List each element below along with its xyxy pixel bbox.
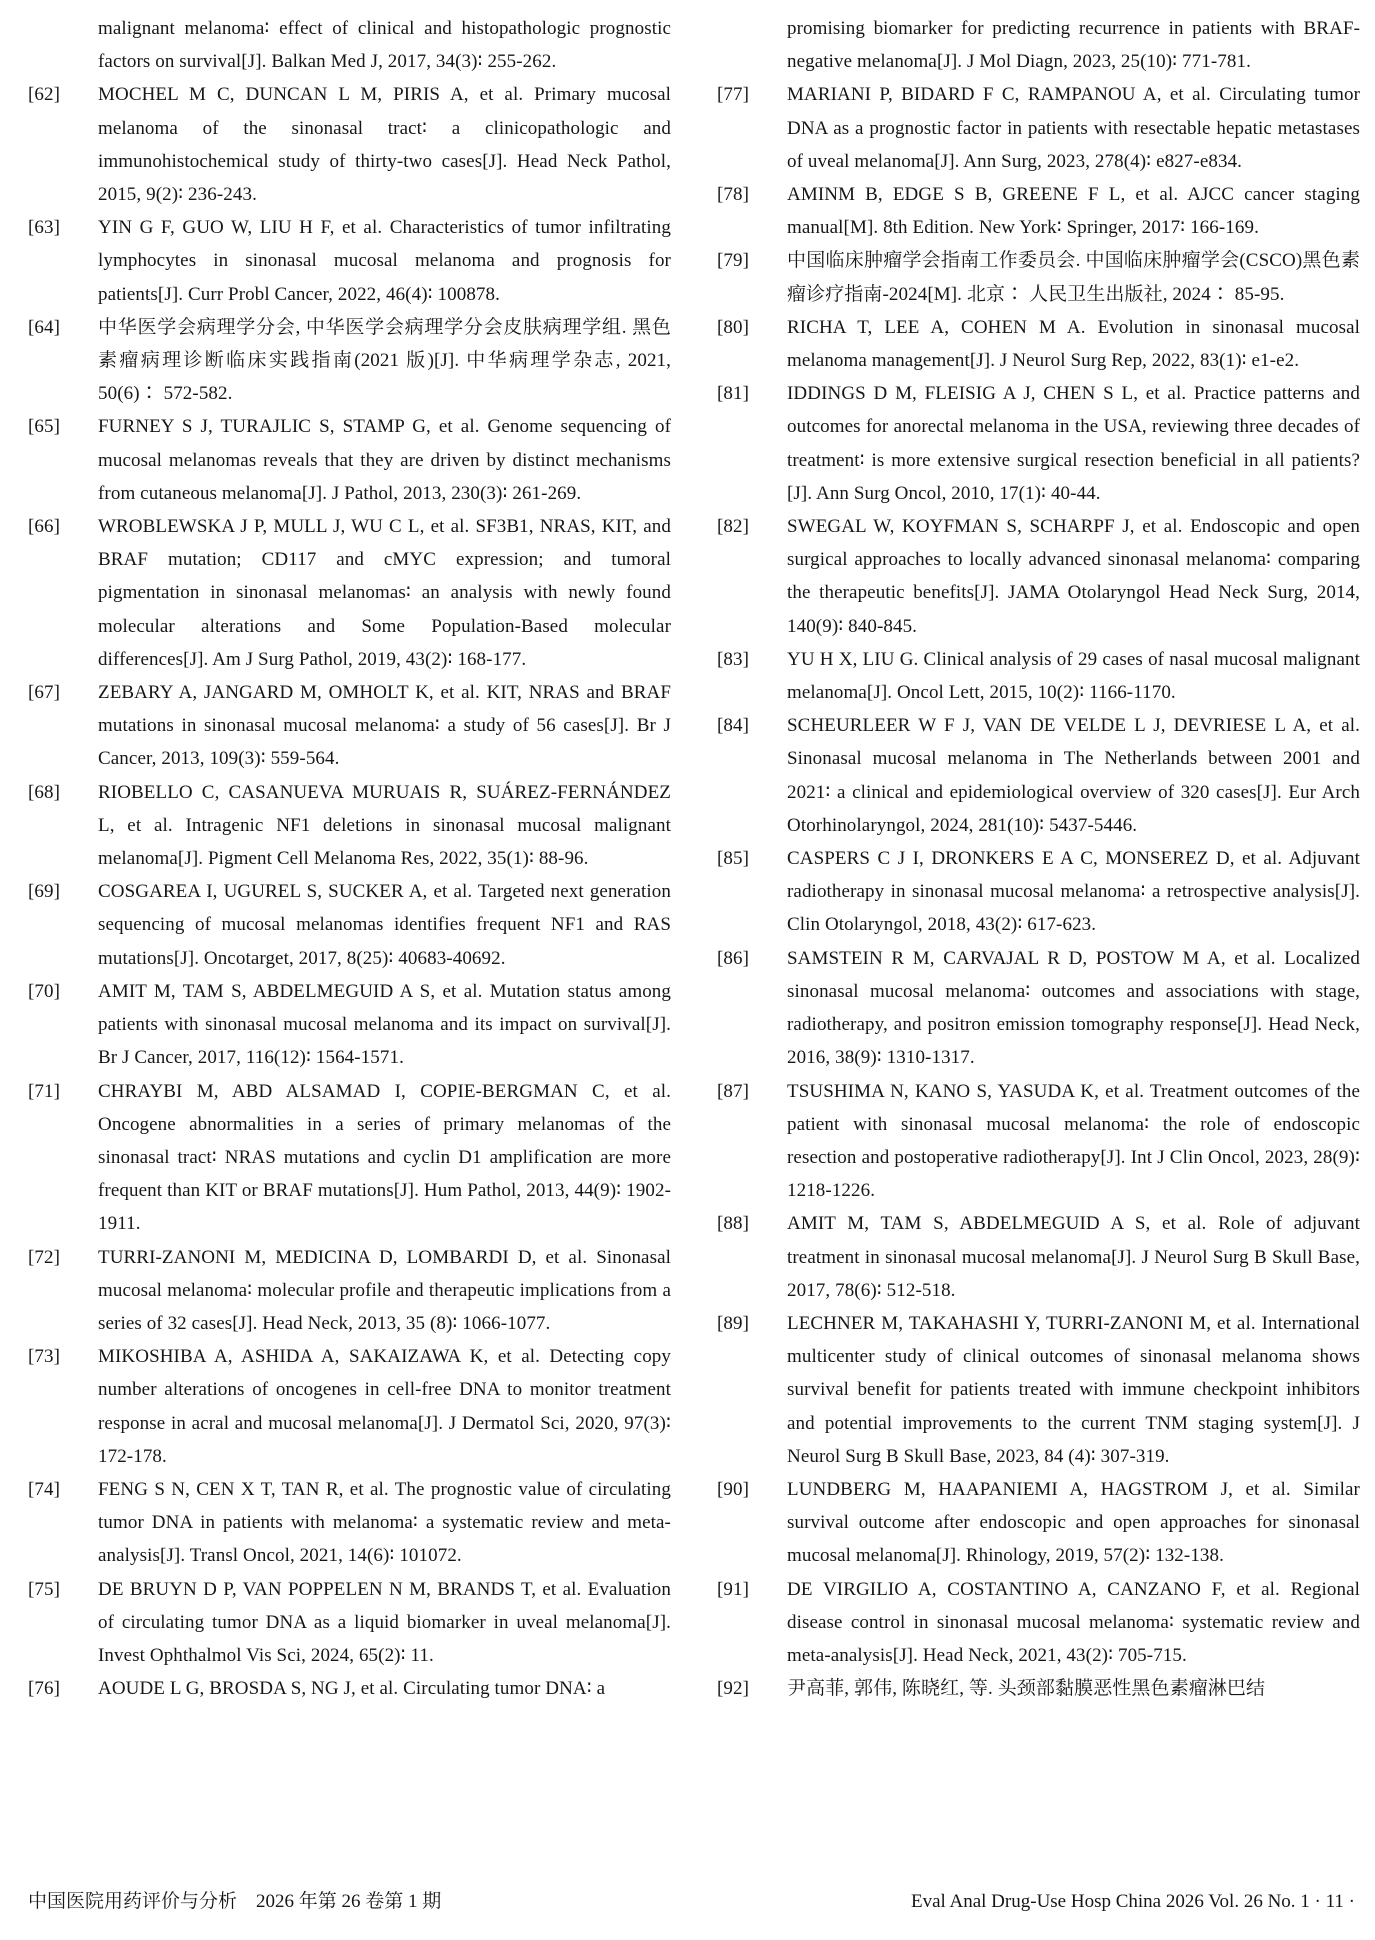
reference-item xyxy=(28,1075,671,1241)
reference-text: RICHA T, LEE A, COHEN M A. Evolution in sinonasal mucosal melanoma management[J]. J Neurol Surg Rep, 2022, 83(1)∶ e1-e2. xyxy=(787,316,1360,372)
reference-item xyxy=(717,1075,1360,1208)
reference-text: 中国临床肿瘤学会指南工作委员会. 中国临床肿瘤学会(CSCO)黑色素瘤诊疗指南-2024[M]. 北京∶ 人民卫生出版社, 2024∶ 85-95. xyxy=(787,250,1360,305)
reference-number: [63] xyxy=(28,217,61,239)
reference-number: [89] xyxy=(717,1312,750,1334)
reference-text: CHRAYBI M, ABD ALSAMAD I, COPIE-BERGMAN C, et al. Oncogene abnormalities in a series of primary melanomas of the sinonasal tract∶ NRAS mutations and cyclin D1 amplification are more frequent than KIT or BRAF mutations[J]. Hum Pathol, 2013, 44(9)∶ 1902-1911. xyxy=(98,1080,671,1235)
reference-item xyxy=(717,1473,1360,1573)
reference-text: TSUSHIMA N, KANO S, YASUDA K, et al. Treatment outcomes of the patient with sinonasal mucosal melanoma∶ the role of endoscopic resection and postoperative radiotherapy[J]. Int J Clin Oncol, 2023, 28(9)∶ 1218-1226. xyxy=(787,1080,1360,1202)
reference-item xyxy=(717,1307,1360,1473)
reference-text: malignant melanoma∶ effect of clinical and histopathologic prognostic factors on survival[J]. Balkan Med J, 2017, 34(3)∶ 255-262. xyxy=(98,18,671,73)
reference-number: [65] xyxy=(28,416,61,438)
reference-text: IDDINGS D M, FLEISIG A J, CHEN S L, et al. Practice patterns and outcomes for anorectal melanoma in the USA, reviewing three decades of treatment∶ is more extensive surgical resection beneficial in all patients? [J]. Ann Surg Oncol, 2010, 17(1)∶ 40-44. xyxy=(787,383,1360,504)
reference-number: [75] xyxy=(28,1578,61,1600)
reference-number: [69] xyxy=(28,881,61,903)
reference-number: [74] xyxy=(28,1478,61,1500)
reference-item xyxy=(28,12,671,78)
reference-number: [76] xyxy=(28,1678,61,1700)
reference-item xyxy=(28,1672,671,1705)
reference-text: WROBLEWSKA J P, MULL J, WU C L, et al. SF3B1, NRAS, KIT, and BRAF mutation; CD117 and cMYC expression; and tumoral pigmentation in sinonasal melanomas∶ an analysis with newly found molecular alterations and Some Population-Based molecular differences[J]. Am J Surg Pathol, 2019, 43(2)∶ 168-177. xyxy=(98,516,671,670)
reference-text: 尹高菲, 郭伟, 陈晓红, 等. 头颈部黏膜恶性黑色素瘤淋巴结 xyxy=(787,1678,1266,1700)
reference-text: promising biomarker for predicting recurrence in patients with BRAF-negative melanoma[J]. J Mol Diagn, 2023, 25(10)∶ 771-781. xyxy=(787,18,1360,73)
reference-item xyxy=(28,311,671,411)
reference-text: MOCHEL M C, DUNCAN L M, PIRIS A, et al. Primary mucosal melanoma of the sinonasal tract∶ a clinicopathologic and immunohistochemical study of thirty-two cases[J]. Head Neck Pathol, 2015, 9(2)∶ 236-243. xyxy=(98,84,671,206)
reference-item xyxy=(717,842,1360,942)
reference-item xyxy=(717,709,1360,842)
reference-text: ZEBARY A, JANGARD M, OMHOLT K, et al. KIT, NRAS and BRAF mutations in sinonasal mucosal melanoma∶ a study of 56 cases[J]. Br J Cancer, 2013, 109(3)∶ 559-564. xyxy=(98,682,671,770)
reference-text: SWEGAL W, KOYFMAN S, SCHARPF J, et al. Endoscopic and open surgical approaches to locally advanced sinonasal melanoma∶ comparing the therapeutic benefits[J]. JAMA Otolaryngol Head Neck Surg, 2014, 140(9)∶ 840-845. xyxy=(787,516,1360,637)
reference-number: [67] xyxy=(28,682,61,704)
reference-item xyxy=(28,975,671,1075)
reference-number: [77] xyxy=(717,84,750,106)
reference-text: LECHNER M, TAKAHASHI Y, TURRI-ZANONI M, et al. International multicenter study of clinical outcomes of sinonasal melanoma shows survival benefit for patients treated with immune checkpoint inhibitors and potential improvements to the current TNM staging system[J]. J Neurol Surg B Skull Base, 2023, 84 (4)∶ 307-319. xyxy=(787,1312,1360,1467)
reference-item xyxy=(717,510,1360,643)
reference-text: SCHEURLEER W F J, VAN DE VELDE L J, DEVRIESE L A, et al. Sinonasal mucosal melanoma in The Netherlands between 2001 and 2021∶ a clinical and epidemiological overview of 320 cases[J]. Eur Arch Otorhinolaryngol, 2024, 281(10)∶ 5437-5446. xyxy=(787,715,1360,836)
reference-text: SAMSTEIN R M, CARVAJAL R D, POSTOW M A, et al. Localized sinonasal mucosal melanoma∶ outcomes and associations with stage, radiotherapy, and positron emission tomography response[J]. Head Neck, 2016, 38(9)∶ 1310-1317. xyxy=(787,947,1360,1069)
reference-text: LUNDBERG M, HAAPANIEMI A, HAGSTROM J, et al. Similar survival outcome after endoscopic and open approaches for sinonasal mucosal melanoma[J]. Rhinology, 2019, 57(2)∶ 132-138. xyxy=(787,1478,1360,1567)
reference-item xyxy=(717,942,1360,1075)
reference-number: [84] xyxy=(717,715,750,737)
reference-text: AMIT M, TAM S, ABDELMEGUID A S, et al. Role of adjuvant treatment in sinonasal mucosal melanoma[J]. J Neurol Surg B Skull Base, 2017, 78(6)∶ 512-518. xyxy=(787,1213,1360,1301)
reference-number: [88] xyxy=(717,1213,750,1235)
reference-text: DE VIRGILIO A, COSTANTINO A, CANZANO F, et al. Regional disease control in sinonasal mucosal melanoma∶ systematic review and meta-analysis[J]. Head Neck, 2021, 43(2)∶ 705-715. xyxy=(787,1578,1360,1666)
reference-text: RIOBELLO C, CASANUEVA MURUAIS R, SUÁREZ-FERNÁNDEZ L, et al. Intragenic NF1 deletions in sinonasal mucosal malignant melanoma[J]. Pigment Cell Melanoma Res, 2022, 35(1)∶ 88-96. xyxy=(98,781,671,870)
reference-item xyxy=(28,676,671,776)
reference-item xyxy=(28,1573,671,1673)
references-column-left xyxy=(28,12,671,1705)
reference-item xyxy=(28,78,671,211)
page-footer xyxy=(28,1890,1355,1914)
reference-number: [68] xyxy=(28,781,61,803)
reference-text: FURNEY S J, TURAJLIC S, STAMP G, et al. Genome sequencing of mucosal melanomas reveals that they are driven by distinct mechanisms from cutaneous melanoma[J]. J Pathol, 2013, 230(3)∶ 261-269. xyxy=(98,416,671,504)
reference-item xyxy=(717,1672,1360,1705)
reference-number: [92] xyxy=(717,1678,750,1700)
reference-text: 中华医学会病理学分会, 中华医学会病理学分会皮肤病理学组. 黑色素瘤病理诊断临床实践指南(2021 版)[J]. 中华病理学杂志, 2021, 50(6)∶ 572-582. xyxy=(98,316,671,405)
reference-text: MIKOSHIBA A, ASHIDA A, SAKAIZAWA K, et al. Detecting copy number alterations of oncogenes in cell-free DNA to monitor treatment response in acral and mucosal melanoma[J]. J Dermatol Sci, 2020, 97(3)∶ 172-178. xyxy=(98,1346,671,1467)
reference-item xyxy=(717,78,1360,178)
reference-number: [78] xyxy=(717,184,750,206)
reference-item xyxy=(28,875,671,975)
reference-item xyxy=(717,311,1360,377)
reference-number: [80] xyxy=(717,316,750,338)
reference-number: [70] xyxy=(28,980,61,1002)
reference-number: [90] xyxy=(717,1478,750,1500)
reference-item xyxy=(28,1473,671,1573)
reference-item xyxy=(717,178,1360,244)
reference-text: DE BRUYN D P, VAN POPPELEN N M, BRANDS T, et al. Evaluation of circulating tumor DNA as a liquid biomarker in uveal melanoma[J]. Invest Ophthalmol Vis Sci, 2024, 65(2)∶ 11. xyxy=(98,1578,671,1666)
reference-number: [66] xyxy=(28,516,61,538)
references-column-right xyxy=(717,12,1360,1705)
reference-text: AMINM B, EDGE S B, GREENE F L, et al. AJCC cancer staging manual[M]. 8th Edition. New York∶ Springer, 2017∶ 166-169. xyxy=(787,184,1360,239)
reference-text: TURRI-ZANONI M, MEDICINA D, LOMBARDI D, et al. Sinonasal mucosal melanoma∶ molecular profile and therapeutic implications from a series of 32 cases[J]. Head Neck, 2013, 35 (8)∶ 1066-1077. xyxy=(98,1246,671,1334)
reference-number: [85] xyxy=(717,848,750,870)
reference-item xyxy=(28,776,671,876)
reference-number: [86] xyxy=(717,947,750,969)
reference-number: [91] xyxy=(717,1578,750,1600)
reference-number: [87] xyxy=(717,1080,750,1102)
reference-text: CASPERS C J I, DRONKERS E A C, MONSEREZ D, et al. Adjuvant radiotherapy in sinonasal mucosal melanoma∶ a retrospective analysis[J]. Clin Otolaryngol, 2018, 43(2)∶ 617-623. xyxy=(787,848,1360,936)
reference-item xyxy=(717,1207,1360,1307)
reference-text: MARIANI P, BIDARD F C, RAMPANOU A, et al. Circulating tumor DNA as a prognostic factor in patients with resectable hepatic metastases of uveal melanoma[J]. Ann Surg, 2023, 278(4)∶ e827-e834. xyxy=(787,84,1360,172)
footer-journal-title-cn: 中国医院用药评价与分析 2026 年第 26 卷第 1 期 xyxy=(28,1891,442,1912)
reference-item xyxy=(717,377,1360,510)
reference-number: [71] xyxy=(28,1080,61,1102)
reference-item xyxy=(717,12,1360,78)
reference-item xyxy=(28,510,671,676)
reference-text: COSGAREA I, UGUREL S, SUCKER A, et al. Targeted next generation sequencing of mucosal melanomas identifies frequent NF1 and RAS mutations[J]. Oncotarget, 2017, 8(25)∶ 40683-40692. xyxy=(98,881,671,969)
reference-number: [72] xyxy=(28,1246,61,1268)
reference-text: YIN G F, GUO W, LIU H F, et al. Characteristics of tumor infiltrating lymphocytes in sinonasal mucosal melanoma and prognosis for patients[J]. Curr Probl Cancer, 2022, 46(4)∶ 100878. xyxy=(98,217,671,305)
reference-number: [83] xyxy=(717,648,750,670)
reference-number: [81] xyxy=(717,383,750,405)
reference-text: YU H X, LIU G. Clinical analysis of 29 cases of nasal mucosal malignant melanoma[J]. Oncol Lett, 2015, 10(2)∶ 1166-1170. xyxy=(787,648,1360,704)
reference-number: [82] xyxy=(717,516,750,538)
reference-number: [79] xyxy=(717,250,750,272)
reference-item xyxy=(717,1573,1360,1673)
reference-text: AOUDE L G, BROSDA S, NG J, et al. Circulating tumor DNA∶ a xyxy=(98,1678,606,1700)
reference-item xyxy=(28,1340,671,1473)
reference-item xyxy=(717,244,1360,310)
reference-number: [73] xyxy=(28,1346,61,1368)
reference-item xyxy=(28,1241,671,1341)
reference-text: AMIT M, TAM S, ABDELMEGUID A S, et al. Mutation status among patients with sinonasal mucosal melanoma and its impact on survival[J]. Br J Cancer, 2017, 116(12)∶ 1564-1571. xyxy=(98,980,671,1069)
reference-item xyxy=(28,410,671,510)
footer-journal-title-en: Eval Anal Drug-Use Hosp China 2026 Vol. 26 No. 1 · 11 · xyxy=(910,1891,1355,1912)
reference-item xyxy=(28,211,671,311)
reference-item xyxy=(717,643,1360,709)
reference-text: FENG S N, CEN X T, TAN R, et al. The prognostic value of circulating tumor DNA in patients with melanoma∶ a systematic review and meta-analysis[J]. Transl Oncol, 2021, 14(6)∶ 101072. xyxy=(98,1478,671,1567)
reference-number: [64] xyxy=(28,316,61,338)
reference-number: [62] xyxy=(28,84,61,106)
